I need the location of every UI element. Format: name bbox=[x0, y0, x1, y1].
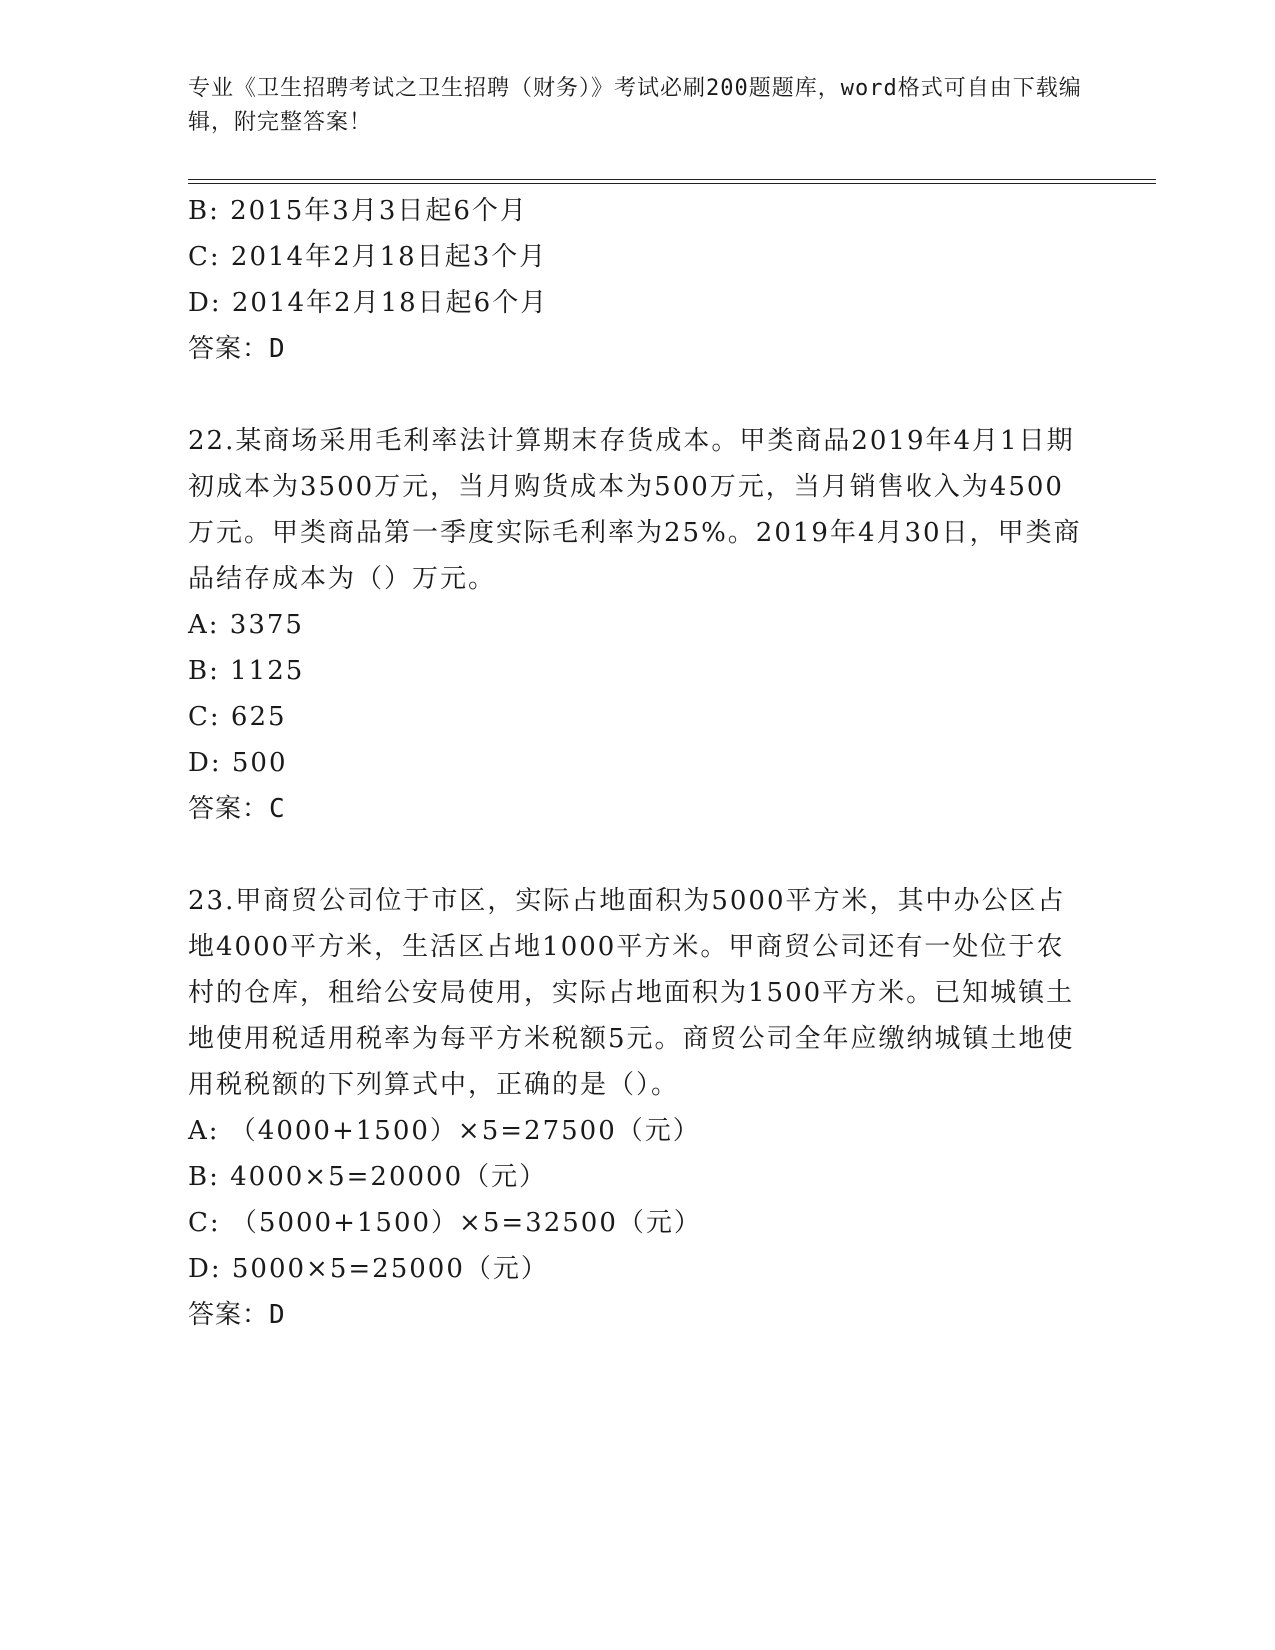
previous-question bbox=[188, 188, 1088, 372]
option-a: A: 3375 bbox=[188, 610, 304, 640]
option-d: D: 5000×5=25000（元） bbox=[188, 1254, 549, 1284]
answer-line: 答案：D bbox=[188, 1300, 286, 1330]
question-stem: 23.甲商贸公司位于市区，实际占地面积为5000平方米，其中办公区占地4000平方米，生活区占地1000平方米。甲商贸公司还有一处位于农村的仓库，租给公安局使用，实际占地面积为1500平方米。已知城镇土地使用税适用税率为每平方米税额5元。商贸公司全年应缴纳城镇土地使用税税额的下列算式中，正确的是（）。 bbox=[188, 886, 1075, 1100]
option-b: B: 4000×5=20000（元） bbox=[188, 1162, 548, 1192]
spacer bbox=[188, 832, 1088, 878]
question-22 bbox=[188, 418, 1088, 832]
option-d: D: 500 bbox=[188, 748, 288, 778]
spacer bbox=[188, 372, 1088, 418]
header-rule-top bbox=[188, 179, 1156, 180]
header-rule-bottom bbox=[188, 183, 1156, 184]
answer-line: 答案：C bbox=[188, 794, 286, 824]
option-c: C: （5000+1500）×5=32500（元） bbox=[188, 1208, 702, 1238]
option-b: B: 2015年3月3日起6个月 bbox=[188, 196, 528, 226]
question-23 bbox=[188, 878, 1088, 1338]
document-content bbox=[188, 188, 1088, 1338]
question-stem: 22.某商场采用毛利率法计算期末存货成本。甲类商品2019年4月1日期初成本为3500万元，当月购货成本为500万元，当月销售收入为4500万元。甲类商品第一季度实际毛利率为25%。2019年4月30日，甲类商品结存成本为（）万元。 bbox=[188, 426, 1082, 594]
answer-line: 答案：D bbox=[188, 334, 286, 364]
option-c: C: 625 bbox=[188, 702, 287, 732]
page-header-text: 专业《卫生招聘考试之卫生招聘（财务）》考试必刷200题题库，word格式可自由下载编辑，附完整答案！ bbox=[188, 76, 1082, 135]
option-c: C: 2014年2月18日起3个月 bbox=[188, 242, 548, 272]
option-b: B: 1125 bbox=[188, 656, 305, 686]
option-a: A: （4000+1500）×5=27500（元） bbox=[188, 1116, 701, 1146]
option-d: D: 2014年2月18日起6个月 bbox=[188, 288, 549, 318]
